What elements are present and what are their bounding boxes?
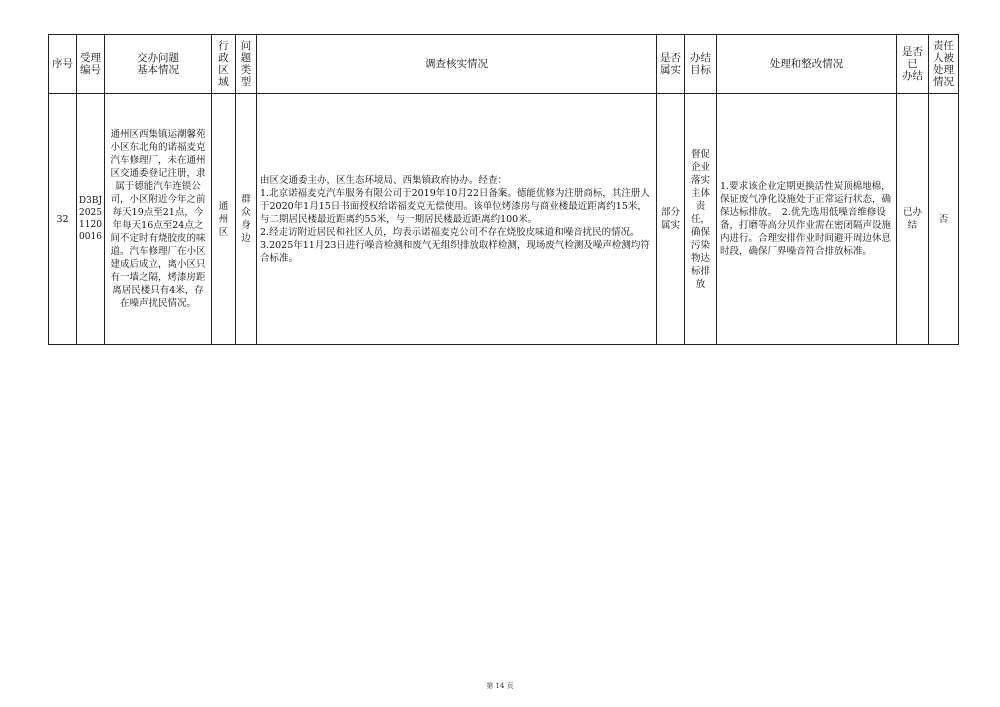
cell-accept-no: D3BJ 2025 1120 0016 [77,94,105,345]
cell-accountability: 否 [929,94,959,345]
cell-issue-type: 群 众 身 边 [236,94,257,345]
header-district: 行 政 区 域 [212,35,236,94]
header-goal: 办结 目标 [685,35,717,94]
cell-verified: 部分 属实 [657,94,685,345]
cell-completed: 已办 结 [897,94,929,345]
cell-handling: 1.要求该企业定期更换活性炭顶棉地棉，保证废气净化设施处于正常运行状态，确保达标排放。 2.优先选用低噪音维修设备，打磨等高分贝作业需在密闭隔声设施内进行。合理安排作业时间避开周边休息时段，确保厂界噪音符合排放标准。 [717,94,897,345]
header-issue-type: 问 题 类 型 [236,35,257,94]
header-accept-no: 受理 编号 [77,35,105,94]
header-accountability: 责任 人被 处理 情况 [929,35,959,94]
supervision-table [48,34,959,345]
cell-seq: 32 [49,94,77,345]
cell-investigation: 由区交通委主办，区生态环境局、西集镇政府协办。经查： 1.北京诺福麦克汽车服务有限公司于2019年10月22日备案。德能优修为注册商标，其注册人于2020年1月15日书面授权给诺福麦克无偿使用。该单位烤漆房与商业楼最近距离约15米，与二期居民楼最近距离约55米，与一期居民楼最近距离约100米。 2.经走访附近居民和社区人员，均表示诺福麦克公司不存在烧胶皮味道和噪音扰民的情况。 3.2025年11月23日进行噪音检测和废气无组织排放取样检测，现场废气检测及噪声检测均符合标准。 [257,94,657,345]
cell-district: 通 州 区 [212,94,236,345]
header-handling: 处理和整改情况 [717,35,897,94]
page-number: 第 14 页 [486,682,514,690]
header-investigation: 调查核实情况 [257,35,657,94]
table-row [49,94,959,345]
cell-issue: 通州区西集镇运潮馨苑小区东北角的诺福麦克汽车修理厂，未在通州区交通委登记注册，隶属于德能汽车连锁公司，小区附近今年之前每天19点至21点，今年每天16点至24点之间不定时有烧胶皮的味道。汽车修理厂在小区建成后成立，离小区只有一墙之隔，烤漆房距离居民楼只有4米，存在噪声扰民情况。 [105,94,212,345]
cell-goal: 督促企业落实主体责任，确保污染物达标排放 [685,94,717,345]
header-verified: 是否 属实 [657,35,685,94]
header-completed: 是否 已 办结 [897,35,929,94]
header-issue: 交办问题 基本情况 [105,35,212,94]
header-row [49,35,959,94]
header-seq: 序号 [49,35,77,94]
